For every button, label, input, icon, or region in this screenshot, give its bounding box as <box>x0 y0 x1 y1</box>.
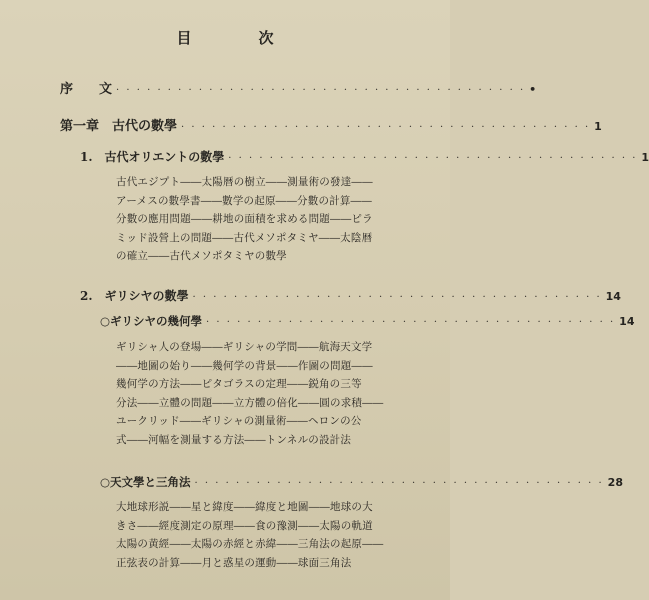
dot-leader: · · · · · · · · · · · · · · · · · · · · · · · · · · · · · · · · · · · · · · · · <box>192 292 602 303</box>
toc-page-number: 1 <box>594 120 602 133</box>
toc-label: ○ギリシヤの幾何學 <box>100 314 203 328</box>
toc-entry-section-2[interactable] <box>80 287 621 304</box>
dot-leader: · · · · · · · · · · · · · · · · · · · · · · · · · · · · · · · · · · · · · · · · <box>206 317 616 328</box>
summary-line: 式――河幅を測量する方法――トンネルの設計法 <box>116 433 352 446</box>
toc-page-number: • <box>529 83 537 96</box>
toc-entry-preface[interactable] <box>60 78 537 97</box>
subsection-geometry-summary <box>116 338 406 449</box>
toc-page-number: 14 <box>605 290 621 303</box>
summary-line: ――地圖の始り――幾何学の背景――作圖の問題―― <box>116 359 373 372</box>
summary-line: アーメスの數學書――數学の起原――分數の計算―― <box>116 194 372 207</box>
summary-line: 分法――立體の問題――立方體の倍化――圓の求積―― <box>116 396 384 409</box>
dot-leader: · · · · · · · · · · · · · · · · · · · · · · · · · · · · · · · · · · · · · · · · <box>116 85 526 96</box>
toc-page-number: 28 <box>607 476 623 489</box>
toc-label: 序 文 <box>60 82 113 97</box>
toc-label: 2. ギリシヤの數學 <box>80 289 189 303</box>
toc-entry-chapter-1[interactable] <box>60 115 602 134</box>
summary-line: きさ――經度測定の原理――食の豫測――太陽の軌道 <box>116 519 373 532</box>
toc-page-number: 1 <box>641 151 649 164</box>
summary-line: ミッド設營上の問題――古代メソポタミヤ――太陰暦 <box>116 231 373 244</box>
dot-leader: · · · · · · · · · · · · · · · · · · · · · · · · · · · · · · · · · · · · · · · · <box>181 122 591 133</box>
toc-entry-subsection-astronomy[interactable] <box>100 474 623 490</box>
section-1-summary <box>116 173 406 266</box>
summary-line: 分數の應用問題――耕地の面積を求める問題――ピラ <box>116 213 373 225</box>
page-title: 目 次 <box>176 29 300 47</box>
toc-entry-section-1[interactable] <box>80 148 649 165</box>
toc-label: ○天文學と三角法 <box>100 475 191 489</box>
subsection-astronomy-summary <box>116 498 406 572</box>
summary-line: 幾何学の方法――ピタゴラスの定理――鋭角の三等 <box>116 378 362 390</box>
toc-label: 1. 古代オリエントの數學 <box>80 150 225 164</box>
summary-line: ギリシャ人の登場――ギリシャの学問――航海天文学 <box>116 341 373 353</box>
summary-line: 大地球形説――星と緯度――緯度と地圖――地球の大 <box>116 501 373 513</box>
dot-leader: · · · · · · · · · · · · · · · · · · · · · · · · · · · · · · · · · · · · · · · · <box>228 153 638 164</box>
toc-page-number: 14 <box>619 315 635 328</box>
toc-entry-subsection-geometry[interactable] <box>100 313 635 329</box>
toc-label: 第一章 古代の數學 <box>60 119 178 134</box>
dot-leader: · · · · · · · · · · · · · · · · · · · · · · · · · · · · · · · · · · · · · · · · <box>194 478 604 489</box>
summary-line: 太陽の黄經――太陽の赤經と赤緯――三角法の起原―― <box>116 538 384 550</box>
summary-line: の確立――古代メソポタミヤの數學 <box>116 250 287 262</box>
summary-line: ユークリッド――ギリシャの測量術――ヘロンの公 <box>116 415 362 427</box>
summary-line: 古代エジプト――太陽暦の樹立――測量術の發達―― <box>116 176 373 188</box>
summary-line: 正弦表の計算――月と惑星の運動――球面三角法 <box>116 556 352 569</box>
